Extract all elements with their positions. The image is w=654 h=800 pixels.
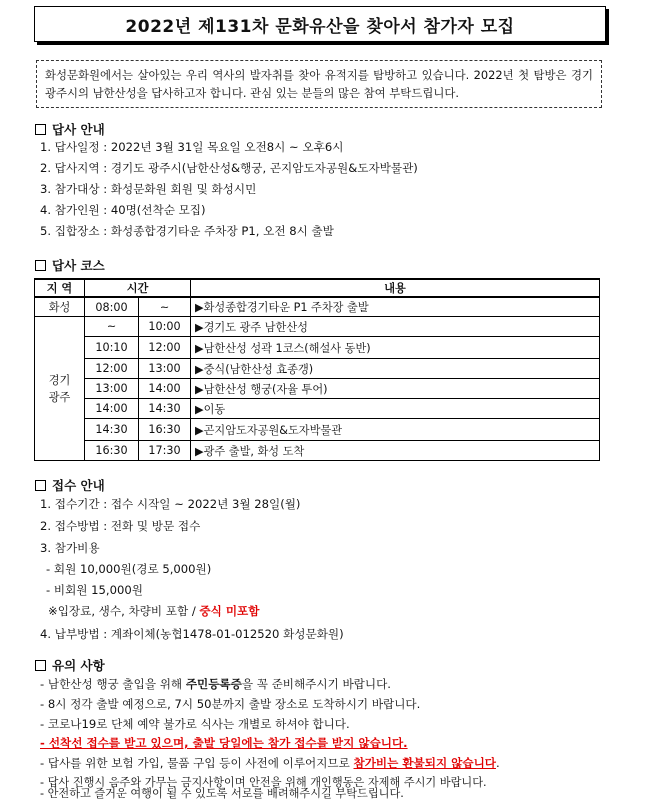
start-time-cell: 13:00 — [85, 379, 139, 399]
table-row — [35, 399, 600, 419]
participation-fee: 3. 참가비용 — [40, 541, 100, 555]
fee-note — [48, 603, 259, 619]
content-cell: ▶중식(남한산성 효종갱) — [191, 359, 600, 379]
table-row — [35, 297, 600, 317]
payment-method: 4. 납부방법 : 계좌이체(농협1478-01-012520 화성문화원) — [40, 627, 344, 641]
note-item — [40, 755, 500, 771]
note-emphasis: 주민등록증 — [185, 677, 242, 691]
note-item: - 8시 정각 출발 예정으로, 7시 50분까지 출발 장소로 도착하시기 바랍니다. — [40, 697, 421, 711]
fee-note-text: ※입장료, 생수, 차량비 포함 / — [48, 604, 200, 618]
end-time-cell: ~ — [139, 297, 191, 317]
note-item: - 답사 진행시 음주와 가무는 금지사항이며 안전을 위해 개인행동은 자제해 주시기 바랍니다. — [40, 776, 487, 789]
note-item: - 코로나19로 단체 예약 불가로 식사는 개별로 하셔야 합니다. — [40, 717, 350, 731]
end-time-cell: 10:00 — [139, 317, 191, 337]
table-row — [35, 441, 600, 461]
content-cell: ▶남한산성 성곽 1코스(해설사 동반) — [191, 337, 600, 359]
start-time-cell: 10:10 — [85, 337, 139, 359]
region-cell: 경기 광주 — [35, 317, 85, 461]
tour-info-item: 5. 집합장소 : 화성종합경기타운 주차장 P1, 오전 8시 출발 — [40, 224, 334, 238]
section-heading-text: 유의 사항 — [52, 658, 105, 673]
end-time-cell: 17:30 — [139, 441, 191, 461]
table-row — [35, 337, 600, 359]
content-cell: ▶곤지암도자공원&도자박물관 — [191, 419, 600, 441]
end-time-cell: 14:30 — [139, 399, 191, 419]
end-time-cell: 16:30 — [139, 419, 191, 441]
intro-box — [36, 60, 602, 108]
header-region: 지 역 — [35, 279, 85, 297]
tour-info-item: 1. 답사일정 : 2022년 3월 31일 목요일 오전8시 ~ 오후6시 — [40, 140, 344, 154]
table-row — [35, 359, 600, 379]
note-text: . — [495, 756, 500, 770]
start-time-cell: 08:00 — [85, 297, 139, 317]
section-heading-notes — [35, 656, 105, 674]
section-heading-tour-info — [35, 120, 105, 138]
tour-info-item: 2. 답사지역 : 경기도 광주시(남한산성&행궁, 곤지암도자공원&도자박물관) — [40, 161, 418, 175]
header-time: 시간 — [85, 279, 191, 297]
content-cell: ▶광주 출발, 화성 도착 — [191, 441, 600, 461]
note-item: - 안전하고 즐거운 여행이 될 수 있도록 서로를 배려해주시길 부탁드립니다. — [40, 787, 404, 800]
checkbox-square-icon — [35, 660, 46, 671]
page-title — [34, 6, 606, 42]
header-content: 내용 — [191, 279, 600, 297]
fee-nonmember: - 비회원 15,000원 — [46, 583, 143, 597]
checkbox-square-icon — [35, 124, 46, 135]
registration-method: 2. 접수방법 : 전화 및 방문 접수 — [40, 519, 201, 533]
start-time-cell: 16:30 — [85, 441, 139, 461]
registration-period: 1. 접수기간 : 접수 시작일 ~ 2022년 3월 28일(월) — [40, 497, 301, 511]
note-text: - 답사를 위한 보험 가입, 물품 구입 등이 사전에 이루어지므로 — [40, 756, 354, 770]
start-time-cell: 12:00 — [85, 359, 139, 379]
table-header-row — [35, 279, 600, 297]
tour-info-item: 3. 참가대상 : 화성문화원 회원 및 화성시민 — [40, 182, 257, 196]
content-cell: ▶이동 — [191, 399, 600, 419]
start-time-cell: 14:30 — [85, 419, 139, 441]
table-row — [35, 317, 600, 337]
end-time-cell: 14:00 — [139, 379, 191, 399]
course-table — [34, 278, 600, 461]
fee-member: - 회원 10,000원(경로 5,000원) — [46, 562, 212, 576]
section-heading-registration — [35, 476, 105, 494]
fee-note-exclusion: 중식 미포함 — [199, 604, 260, 618]
table-row — [35, 379, 600, 399]
note-text: - 남한산성 행궁 출입을 위해 — [40, 677, 186, 691]
region-cell: 화성 — [35, 297, 85, 317]
section-heading-text: 답사 안내 — [52, 122, 105, 137]
content-cell: ▶경기도 광주 남한산성 — [191, 317, 600, 337]
page-title-text: 2022년 제131차 문화유산을 찾아서 참가자 모집 — [125, 16, 515, 37]
section-heading-text: 답사 코스 — [52, 258, 105, 273]
intro-text: 화성문화원에서는 살아있는 우리 역사의 발자취를 찾아 유적지를 탐방하고 있습니다. 2022년 첫 탐방은 경기 광주시의 남한산성을 답사하고자 합니다. 관심 있는 분들의 많은 참여 부탁드립니다. — [45, 68, 593, 100]
end-time-cell: 13:00 — [139, 359, 191, 379]
section-heading-course — [35, 256, 105, 274]
checkbox-square-icon — [35, 480, 46, 491]
note-item-warning: - 선착선 접수를 받고 있으며, 출발 당일에는 참가 접수를 받지 않습니다. — [40, 736, 408, 750]
checkbox-square-icon — [35, 260, 46, 271]
content-cell: ▶남한산성 행궁(자율 투어) — [191, 379, 600, 399]
tour-info-item: 4. 참가인원 : 40명(선착순 모집) — [40, 203, 206, 217]
table-row — [35, 419, 600, 441]
start-time-cell: 14:00 — [85, 399, 139, 419]
end-time-cell: 12:00 — [139, 337, 191, 359]
start-time-cell: ~ — [85, 317, 139, 337]
section-heading-text: 접수 안내 — [52, 478, 105, 493]
note-text: 을 꼭 준비해주시기 바랍니다. — [241, 677, 391, 691]
content-cell: ▶화성종합경기타운 P1 주차장 출발 — [191, 297, 600, 317]
note-item — [40, 676, 391, 692]
note-warning: 참가비는 환불되지 않습니다 — [353, 756, 496, 770]
